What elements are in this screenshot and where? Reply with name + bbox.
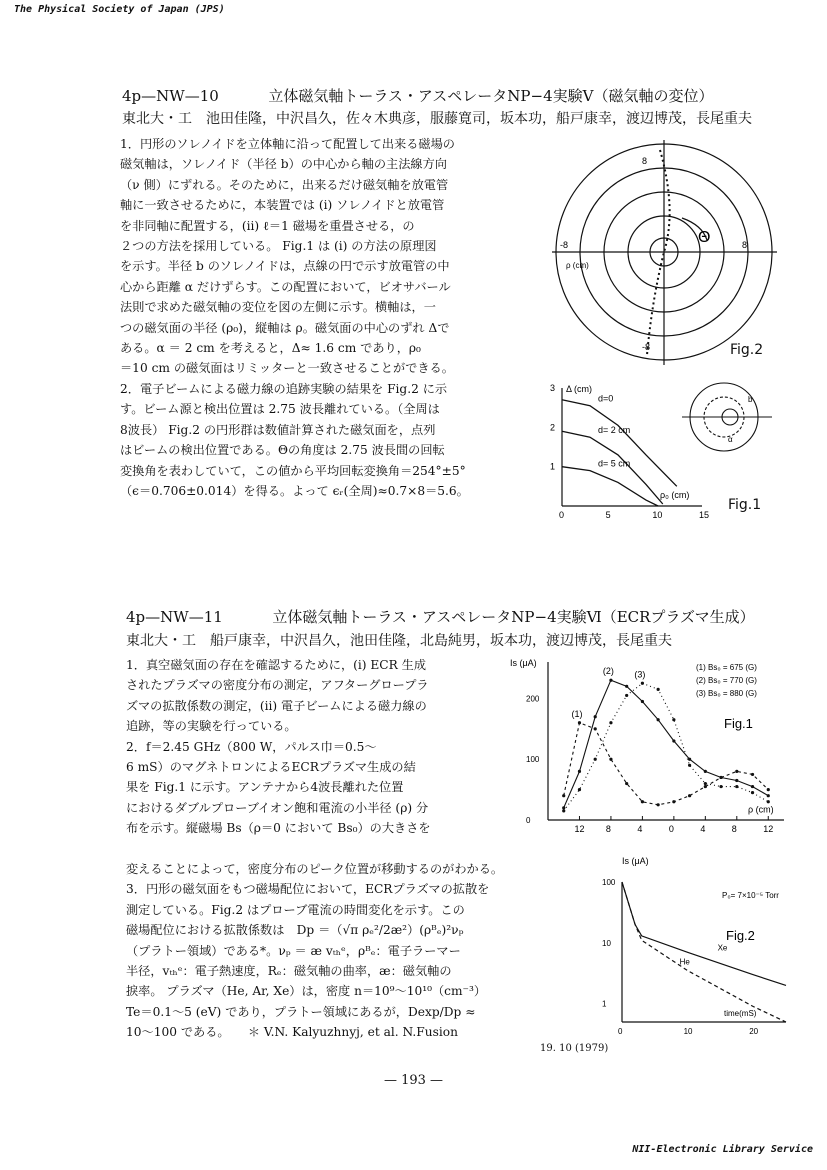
data-point [641, 700, 644, 703]
data-point [735, 785, 738, 788]
paper2-text-line: 6 mS）のマグネトロンによるECRプラズマ生成の結 [126, 760, 416, 775]
data-point [594, 727, 597, 730]
data-point [578, 770, 581, 773]
data-point [751, 773, 754, 776]
paper2-body-mid [126, 859, 503, 1043]
y-tick-label: 1 [602, 999, 607, 1009]
data-point [562, 806, 565, 809]
x-tick-label: 4 [700, 824, 706, 834]
y-axis-label: Is (μA) [510, 658, 537, 668]
series-label: He [679, 957, 690, 967]
x-tick-label: 8 [731, 824, 737, 834]
data-point [578, 788, 581, 791]
data-point [657, 688, 660, 691]
paper1-title: 立体磁気軸トーラス・アスペレータNP−4実験Ⅴ（磁気軸の変位） [268, 87, 714, 105]
data-point [719, 776, 722, 779]
data-point [672, 800, 675, 803]
paper1-authors: 東北大・工 池田佳隆，中沢昌久，佐々木典彦，服藤寛司，坂本功，船戸康幸，渡辺博茂，長尾重夫 [122, 111, 752, 127]
paper1-body [120, 134, 469, 501]
paper2-reference-tail: 19. 10 (1979) [540, 1043, 609, 1054]
data-point [657, 803, 660, 806]
series-line-1 [564, 680, 769, 808]
paper2-text-line: 果を Fig.1 に示す。アンテナから4波長離れた位置 [126, 780, 404, 795]
curve-label: (2) [602, 666, 614, 677]
paper1-text-line: （ϵ＝0.706±0.014）を得る。よって ϵᵣ(全周)≈0.7×8＝5.6。 [120, 483, 469, 498]
paper1-text-line: つの磁気面の半径 (ρ₀)，縦軸は ρ。磁気面の中心のずれ Δで [120, 320, 450, 335]
paper1-text-line: 法則で求めた磁気軸の変位を図の左側に示す。横軸は，一 [120, 300, 436, 315]
x-tick-label: 0 [618, 1027, 623, 1036]
y-tick-label: 0 [526, 816, 531, 825]
data-point [751, 791, 754, 794]
paper2-text-line: におけるダブルプローブイオン飽和電流の小半径 (ρ) 分 [126, 800, 429, 815]
paper1-code: 4p—NW—10 [122, 87, 219, 105]
paper1-text-line: 8波長） Fig.2 の円形群は数値計算された磁気面を，点列 [120, 422, 436, 437]
paper2-text-line: 測定している。Fig.2 はプローブ電流の時間変化を示す。この [126, 902, 465, 917]
data-point [688, 764, 691, 767]
paper1-text-line: 心から距離 α だけずらす。この配置において，ビオサバール [120, 279, 451, 294]
paper1-text-line: ２つの方法を採用している。 Fig.1 は (i) の方法の原理図 [120, 239, 437, 254]
tick-label: -8 [560, 240, 569, 250]
journal-header: The Physical Society of Japan (JPS) [14, 4, 225, 15]
data-point [751, 785, 754, 788]
paper2-text-line: 2．f＝2.45 GHz（800 W，パルス巾＝0.5〜 [126, 739, 377, 754]
paper2-heading [126, 606, 755, 627]
tick-label: -8 [642, 342, 651, 352]
legend-entry: (1) Bs₀ = 675 (G) [696, 663, 757, 672]
paper2-text-line: 布を示す。縦磁場 Bs（ρ＝0 において Bs₀）の大きさを [126, 821, 431, 836]
paper2-title: 立体磁気軸トーラス・アスペレータNP−4実験Ⅵ（ECRプラズマ生成） [272, 608, 755, 626]
series-line-2 [564, 683, 769, 811]
y-axis-label: Δ (cm) [566, 384, 593, 394]
data-point [609, 721, 612, 724]
figure-label: Fig.2 [726, 928, 755, 943]
series-label: Xe [717, 943, 728, 953]
data-point [641, 682, 644, 685]
data-point [609, 679, 612, 682]
x-tick-label: 10 [652, 510, 663, 520]
paper2-fig2-chart [596, 852, 796, 1042]
paper2-text-line: Te＝0.1〜5 (eV) であり，プラトー領域にあるが，Dexp/Dp ≈ [126, 1004, 476, 1019]
paper1-fig2-flux-surfaces [552, 140, 777, 365]
data-point [704, 782, 707, 785]
curve-label: (1) [571, 708, 583, 719]
pressure-label: P₀= 7×10⁻⁵ Torr [722, 891, 779, 900]
curve-label: (3) [634, 669, 646, 680]
paper2-text-line: ズマの拡散係数の測定，(ii) 電子ビームによる磁力線の [126, 698, 427, 713]
x-tick-label: 5 [605, 510, 611, 520]
data-point [578, 721, 581, 724]
x-tick-label: 12 [574, 824, 585, 834]
series-line-0 [564, 723, 769, 805]
data-point [625, 685, 628, 688]
x-tick-label: 15 [699, 510, 710, 520]
data-point [594, 715, 597, 718]
paper1-fig2-label: Fig.2 [730, 342, 764, 358]
series-label: d=0 [598, 393, 614, 404]
x-tick-label: 4 [637, 824, 643, 834]
paper2-text-line: （プラトー領域）である*。νₚ ＝ æ vₜₕᵉ，ρᴮₑ：電子ラーマー [126, 943, 461, 958]
legend-entry: (3) Bs₀ = 880 (G) [696, 689, 757, 698]
paper1-text-line: を示す。半径 b のソレノイドは，点線の円で示す放電管の中 [120, 259, 450, 274]
data-point [704, 785, 707, 788]
x-tick-label: 12 [763, 824, 774, 834]
legend-entry: (2) Bs₀ = 770 (G) [696, 676, 757, 685]
paper2-text-line: 追跡，等の実験を行っている。 [126, 719, 297, 734]
data-point [594, 758, 597, 761]
data-point [704, 770, 707, 773]
page-number: — 193 — [383, 1073, 444, 1088]
theta-label: Θ [698, 229, 711, 246]
paper2-text-line: 捩率。 プラズマ（He, Ar, Xe）は，密度 n＝10⁹〜10¹⁰（cm⁻³） [126, 984, 487, 999]
paper1-text-line: す。ビーム源と検出位置は 2.75 波長離れている。（全周は [120, 402, 440, 417]
paper2-body-narrow [126, 655, 431, 839]
data-point [719, 785, 722, 788]
data-point [767, 788, 770, 791]
paper1-text-line: ＝10 cm の磁気面はリミッターと一致させることができる。 [120, 361, 454, 376]
data-point [767, 794, 770, 797]
paper2-code: 4p—NW—11 [126, 608, 223, 626]
data-point [735, 779, 738, 782]
series-label: d= 2 cm [598, 425, 631, 436]
series-label: d= 5 cm [598, 458, 631, 469]
paper1-text-line: を非同軸に配置する，(ii) ℓ＝1 磁場を重畳させる，の [120, 218, 415, 233]
paper1-text-line: 軸に一致させるために，本装置では (i) ソレノイドと放電管 [120, 198, 445, 213]
paper1-fig1-inset [682, 372, 777, 467]
data-point [688, 758, 691, 761]
data-point [767, 800, 770, 803]
y-tick-label: 1 [550, 461, 556, 472]
paper2-text-line: されたプラズマの密度分布の測定，アフターグロープラ [126, 678, 429, 693]
x-tick-label: 0 [559, 510, 565, 520]
paper1-text-line: （ν 側）にずれる。そのために，出来るだけ磁気軸を放電管 [120, 177, 449, 192]
paper2-text-line: 半径，vₜₕᵉ：電子熱速度，Rₑ：磁気軸の曲率，æ：磁気軸の [126, 964, 452, 979]
data-point [562, 809, 565, 812]
paper2-text-line: 変えることによって，密度分布のピーク位置が移動するのがわかる。 [126, 862, 504, 876]
y-axis-label: Is (μA) [622, 856, 649, 866]
y-tick-label: 2 [550, 422, 556, 433]
paper1-text-line: 2．電子ビームによる磁力線の追跡実験の結果を Fig.2 に示 [120, 381, 448, 396]
y-tick-label: 3 [550, 383, 556, 393]
x-axis-label: ρ₀ (cm) [660, 490, 690, 500]
paper1-fig1-label: Fig.1 [728, 497, 762, 513]
data-point [735, 770, 738, 773]
x-axis-label: ρ (cm) [748, 804, 774, 815]
rho-label: ρ (cm) [566, 261, 589, 270]
paper2-fig1-chart [508, 652, 798, 842]
data-point [657, 718, 660, 721]
paper1-text-line: 1．円形のソレノイドを立体軸に沿って配置して出来る磁場の [120, 137, 455, 151]
paper2-text-line: 1．真空磁気面の存在を確認するために，(i) ECR 生成 [126, 658, 427, 672]
series-line-2 [562, 467, 658, 506]
y-tick-label: 10 [602, 938, 611, 948]
x-tick-label: 0 [668, 824, 674, 834]
paper2-authors: 東北大・工 船戸康幸，中沢昌久，池田佳隆，北島純男，坂本功，渡辺博茂，長尾重夫 [126, 633, 672, 649]
paper1-text-line: ある。α ＝ 2 cm を考えると，Δ≈ 1.6 cm であり，ρ₀ [120, 341, 421, 356]
series-line-1 [622, 882, 786, 1022]
x-tick-label: 8 [605, 824, 611, 834]
paper1-text-line: 磁気軸は，ソレノイド（半径 b）の中心から軸の主法線方向 [120, 157, 447, 172]
paper2-text-line: 3．円形の磁気面をもつ磁場配位において，ECRプラズマの拡散を [126, 882, 490, 897]
data-point [609, 758, 612, 761]
data-point [562, 794, 565, 797]
series-line-0 [562, 400, 677, 487]
tick-label: 8 [642, 156, 648, 166]
footer: NII-Electronic Library Service [632, 1144, 813, 1155]
data-point [672, 718, 675, 721]
y-tick-label: 100 [602, 878, 616, 887]
paper1-heading [122, 85, 713, 106]
data-point [688, 794, 691, 797]
inset-alpha: α [728, 435, 733, 444]
data-point [672, 739, 675, 742]
paper2-text-line: 磁場配位における拡散係数は Dp ＝（√π ρₑ²/2æ²）(ρᴮₑ)²νₚ [126, 923, 464, 938]
y-tick-label: 200 [526, 694, 540, 704]
y-tick-label: 100 [526, 755, 540, 765]
paper2-text-line: 10〜100 である。 ＊ V.N. Kalyuzhnyj, et al. N.Fusion [126, 1025, 458, 1040]
x-tick-label: 20 [749, 1027, 759, 1036]
x-axis-label: time(mS) [724, 1009, 757, 1018]
figure-label: Fig.1 [724, 716, 753, 731]
data-point [625, 782, 628, 785]
data-point [625, 694, 628, 697]
inset-b: b [748, 395, 753, 404]
x-tick-label: 10 [683, 1027, 693, 1036]
tick-label: 8 [742, 240, 748, 250]
data-point [641, 800, 644, 803]
paper1-text-line: はビームの検出位置である。Θの角度は 2.75 波長間の回転 [120, 443, 445, 458]
paper1-text-line: 変換角を表わしていて，この値から平均回転変換角＝254°±5° [120, 463, 466, 478]
